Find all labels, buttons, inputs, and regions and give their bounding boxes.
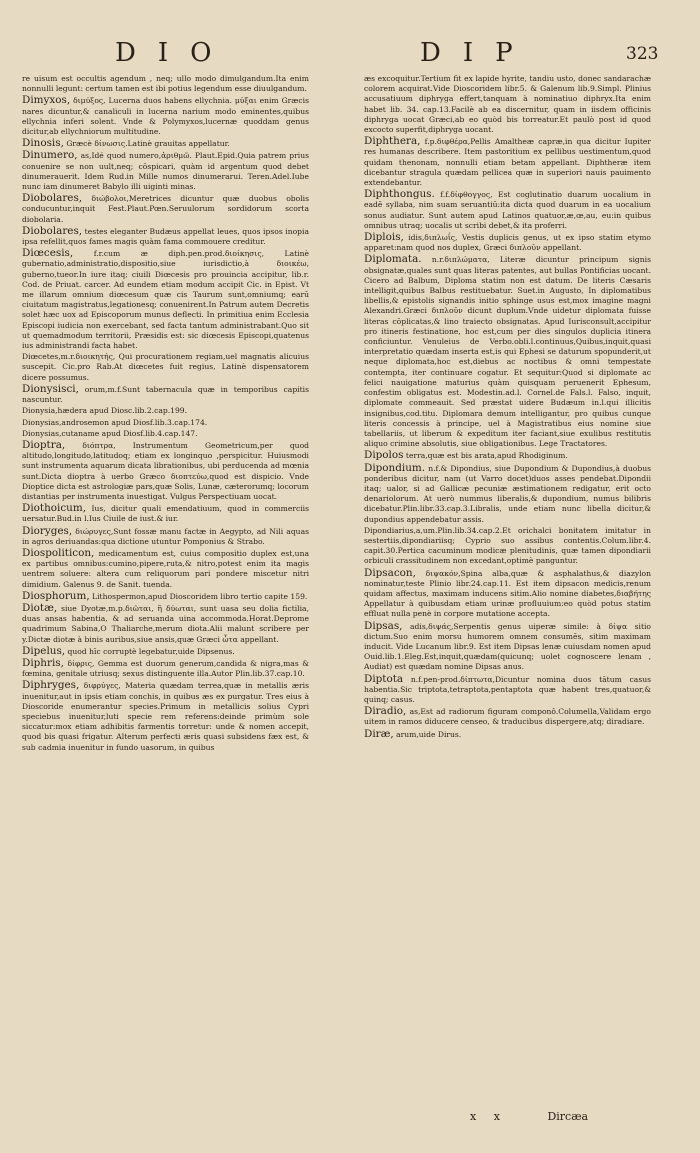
dictionary-entry: [22, 384, 309, 405]
entry-headword: Diphris,: [22, 656, 64, 669]
dictionary-entry: [364, 232, 651, 253]
dictionary-entry: [22, 150, 309, 192]
entry-text: διόπτρα, Instrumentum Geometricum,per quod altitudo,longitudo,latitudoq; etiam ex longinquo ,perspicitur. Huiusmodi sunt instrumenta aquarum dicata librationibus, ubi perducenda ad mœnia sunt.Dicta dioptra à uerbo Græco διοπτεύω,quod est dispicio. Vnde Dioptice dicta est astrologiæ pars,quæ Solis, Lunæ, cæterorumq; locorum distantias per instrumenta inuestigat. Vulgus Perspectiuam uocat.: [22, 440, 310, 501]
entry-text: medicamentum est, cuius compositio duplex est,una ex partibus omnibus:cumino,pipere,ruta,& nitro,potest enim ita magis uentrem soluere: altera cum reliquorum pari pondere miscetur nitri dimidium. Galenus 9. de Sanit. tuenda.: [22, 548, 309, 589]
entry-text: adis,διψάς,Serpentis genus uiperæ simile: à δίψα sitio dictum.Suo enim morsu humorem omnem consumēs, sitim maximam inducit. Vide Lucanum libr.9. Est item Dipsas lenæ cuiusdam nomen apud Ouid.lib.1.Eleg.Est,inquit,quædam(quicunq; uolet cognoscere lenam , Audiat) est quædam nomine Dipsas anus.: [364, 621, 651, 672]
entry-text: arum,uide Dirus.: [396, 729, 462, 739]
entry-headword: Dipondium.: [364, 461, 426, 474]
entry-headword: Dipsas,: [364, 619, 403, 632]
dictionary-entry: [364, 674, 651, 706]
entry-text: orum,m.f.Sunt tabernacula quæ in temporibus capitis nascuntur.: [22, 384, 309, 405]
dictionary-entry: [22, 418, 309, 428]
dictionary-entry: [22, 406, 309, 416]
dictionary-entry: [22, 658, 309, 679]
dictionary-entry: [22, 429, 309, 439]
entry-headword: Diothoicum,: [22, 502, 87, 515]
page-number: 323: [626, 44, 659, 64]
entry-headword: Diphthera,: [364, 135, 421, 148]
entry-headword: Diobolares,: [22, 224, 83, 237]
entry-headword: Diosphorum,: [22, 589, 90, 602]
entry-text: n.f.& Dipondius, siue Dupondium & Dupondius,à duobus ponderibus dicitur, nam (ut Varro docet)duos asses pendebat.Dipondii itaq; ualor, si ad Gallicæ pecuniæ æstimationem redigatur, erit octo denariolorum. At uerò nummus liberalis,& dupondium, numus bilibris dicebatur.Plin.libr.33.cap.3.Libralis, unde etiam nunc libella dicitur,& dupondius appendebatur assis.: [364, 463, 652, 524]
dictionary-entry: [364, 568, 651, 620]
catchword: Dircæa: [547, 1110, 589, 1123]
page-footer: [470, 1110, 588, 1123]
entry-headword: Dipolos: [364, 449, 404, 462]
entry-text: æs excoquitur.Tertium fit ex lapide hyrite, tandiu usto, donec sandarachæ colorem acquirat.Vide Dioscoridem libr.5. & Galenum lib.9.Simpl. Plinius accusatiuum diphryga effert,tanquam à nominatiuo diphryx.Ita enim habet lib. 34. cap.13.Facilè ab ea discernitur, quam in iisdem officinis diphryga uocat Græci,ab eo quòd bis torreatur.Et paulò post id quod excocto superfit,diphryga uocant.: [364, 74, 651, 135]
dictionary-entry: [22, 138, 309, 149]
dictionary-entry: [364, 526, 651, 567]
entry-text: f.r.cum æ diph.pen.prod.διοίκησις, Latinè gubernatio,administratio,dispositio,siue iurisdictio,à διοικέω, guberno,tueor.In iure itaq; ciuili Diœcesis pro prouincia accipitur, lib.r. Cod. de Priuat. carcer. Ad eundem etiam modum accipit Cic. in Epist. Vt me illarum omnium diœcesum quæ cis Taurum sunt,omniumq; earū ciuitatum magistratus,legationesq; conuenirent.In Patrum autem Decretis solet hæc uox ad Episcoporum munus deflecti. In primitiua enim Ecclesia Episcopi iudicia non exercebant, sed facta tantum administrabant.Quo sit ut quemadmodum territorii, Præsidis est: sic diœcesis Episcopi,quatenus ius administrandi facta habet.: [22, 249, 309, 351]
left-column: [22, 74, 309, 754]
entry-text: as,Idé quod numero,ἀριθμῶ. Plaut.Epid.Quia patrem prius conuenire se non uult,neq; cōspicari, quàm id argentum quod debet dinumerauerit. Idem Rud.in Mille numos dinumerarui. Teren.Adel.Iube nunc iam dinumeret Babylo illi uiginti minas.: [22, 151, 309, 192]
entry-text: siue Dyotæ,m.p.διῶται, ἢ δύωται, sunt uasa seu dolia fictilia, duas ansas habentia, & ad seruanda uina accommoda.Horat.Deprome quadrimum Sabina,O Thaliarche,merum diota.Alii malunt scribere per y.Dictæ diotæ à binis auribus,siue ansis,quæ Græci ὦτα appellant.: [22, 603, 309, 644]
entry-headword: Diptota: [364, 672, 404, 685]
entry-headword: Diœcesis,: [22, 247, 74, 260]
entry-text: Dionysias,cutaname apud Diosf.lib.4.cap.147.: [22, 428, 198, 438]
dictionary-entry: [22, 248, 309, 351]
entry-text: n.r.διπλώματα, Literæ dicuntur principum signis obsignatæ,quales sunt quas literas patentes, aut bullas Pontificias uocant. Cicero ad Balbum, Diploma statim non est datum. De literis Cæsaris intelligit,quibus Balbus restituebatur. Suet.in Augusto, In diplomatibus libellis,& epistolis signandis initio sphinge usus est,mox imagine magni Alexandri.Græci διπλοῦν dicunt duplum.Vnde uidetur diplomata fuisse literas cōplicatas,& lino traiecto obsignatas. Apud Iurisconsult,accipitur pro itineris festinatione, hoc est,cum per dies singulos duplicia itinera conficiuntur. Venuleius de Verbo.obli.l.continuus,Quibus,inquit,quasi interpretatio quædam inserta est,is qui Ephesi se daturum spopunderit,ut neque diplomata,hoc est,diebus ac noctibus & omni tempestate contempta, iter continuare cogatur. Et sequitur:Quod si diplomate ac felici nauigatione maturius quàm quisquam peruenerit Ephesum, confestim obligatus est. Modestin.ad.l. Cornel.de Fals.l. Falso, inquit, diplomate commeauit. Sed præstat uidere Budæum in.l.qui illicitis insignibus,cod.titu. Diplomara demum intelligantur, pro quibus cunque literis concessis à principe, uel à Magistratibus eius nomine siue tabellariis, ut liberum & expeditum iter faciant,siue exulibus restitutis aliquo crimine absolutis, siue obligationibus. Lege Tractatores.: [364, 255, 651, 449]
dictionary-entry: [364, 189, 651, 231]
entry-text: Dionysia,hædera apud Diosc.lib.2.cap.199.: [22, 406, 188, 416]
dictionary-entry: [22, 226, 309, 247]
dictionary-entry: [364, 729, 651, 740]
entry-text: n.f.pen-prod.δίπτωτα,Dicuntur nomina duos tātum casus habentia.Sic triptota,tetraptota,pentaptota quæ habent tres,quatuor,& quinq; casus.: [364, 674, 652, 704]
entry-headword: Diospoliticon,: [22, 546, 95, 559]
dictionary-entry: [22, 352, 309, 383]
entry-headword: Dimyxos,: [22, 94, 71, 107]
entry-text: quod hīc corruptè legebatur,uide Dipsenus.: [67, 646, 235, 656]
dictionary-entry: [364, 463, 651, 525]
signature-mark-2: x: [493, 1110, 500, 1123]
entry-text: Dionysias,androsemon apud Diosf.lib.3.cap.174.: [22, 417, 208, 427]
dictionary-entry: [22, 503, 309, 524]
entry-headword: Dioptra,: [22, 438, 66, 451]
entry-headword: Diphthongus.: [364, 188, 435, 201]
entry-headword: Dionysisci,: [22, 382, 79, 395]
entry-text: Ius, dicitur quali emendatiuum, quod in commerciis uersatur.Bud.in l.Ius Ciuile de iust.& iur.: [22, 504, 309, 524]
dictionary-entry: [22, 603, 309, 645]
entry-headword: Dinumero,: [22, 149, 78, 162]
entry-headword: Diotæ,: [22, 601, 58, 614]
dictionary-entry: [22, 193, 309, 225]
entry-headword: Dipsacon,: [364, 566, 416, 579]
entry-text: re uisum est occultis agendum , neq; ullo modo dimulgandum.Ita enim nonnulli legunt: certum tamen est ibi potius legendum esse diuulgandum.: [22, 74, 309, 94]
dictionary-entry: [364, 74, 651, 135]
header-left-guide-word: DIO: [115, 38, 234, 68]
dictionary-entry: [22, 646, 309, 657]
entry-headword: Diplois,: [364, 231, 404, 244]
entry-headword: Dinosis,: [22, 137, 64, 150]
entry-headword: Dipelus,: [22, 644, 66, 657]
dictionary-entry: [364, 450, 651, 461]
right-column: [364, 74, 651, 741]
dictionary-entry: [364, 706, 651, 727]
entry-headword: Diplomata.: [364, 253, 422, 266]
entry-text: δίφρις, Gemma est duorum generum,candida & nigra,mas & fœmina, genitale utriusq; sexus distinguente illa.Autor Plin.lib.37.cap.10.: [22, 658, 309, 679]
entry-text: f.p.διφθέρα,Pellis Amaltheæ capræ,in qua dicitur Iupiter res humanas describere. Item pastoritium ex pellibus uestimentum,quod quidam thenonam, nonnulli etiam betam appellant. Diphtheræ item dicebantur stragula quædam pellicea quæ in superiori nauis pauimento extendebantur.: [364, 137, 651, 188]
entry-text: as,Est ad radiorum figuram componô.Columella,Validam ergo uitem in ramos diducere censeo, & traducibus dispergere,atq; diradiare.: [364, 707, 651, 727]
dictionary-entry: [22, 74, 309, 94]
dictionary-entry: [364, 136, 651, 188]
entry-text: f.f.δίφθογγος, Est coglutinatio duarum uocalium in eadē syllaba, nim suam seruantiū:ita dicta quod duarum in ea uocalium sonus audiatur. Sunt autem apud Latinos quatuor,æ,œ,au, eu:in quibus omnibus utraq; uocalis ut scribi debet,& ita proferri.: [364, 190, 651, 230]
entry-headword: Diræ,: [364, 727, 394, 740]
dictionary-entry: [22, 548, 309, 590]
entry-text: idis,διπλωΐς, Vestis duplicis genus, ut ex ipso statim etymo apparet:nam quod nos duplex, Græci διπλοῦν appellant.: [364, 233, 651, 253]
entry-headword: Dioryges,: [22, 524, 73, 537]
entry-text: Dipondiarius,a,um.Plin.lib.34.cap.2.Et orichalci bonitatem imitatur in sestertiis,dipondiariisq; Cyprio suo assibus contentis.Colum.libr.4. capit.30.Pertica cacuminum modicæ plenitudinis, quæ tamen dipondiarii orbiculi crassitudinem non excedant,optimè panguntur.: [364, 525, 651, 566]
entry-text: Lithospermon,apud Dioscoridem libro tertio capite 159.: [92, 591, 308, 601]
entry-text: terra,quæ est bis arata,apud Rhodiginum.: [405, 451, 568, 461]
header-right-guide-word: DIP: [420, 38, 535, 68]
entry-text: διώβολοι,Meretrices dicuntur quæ duobus obolis conducuntur,inquit Fest.Plaut.Pœn.Seruulorum sordidorum scorta diobolaria.: [22, 194, 309, 224]
dictionary-entry: [22, 680, 309, 752]
entry-headword: Diradio,: [364, 705, 407, 718]
dictionary-entry: [22, 591, 309, 602]
running-header: [0, 38, 700, 78]
entry-text: διώρυγες,Sunt fossæ manu factæ in Aegypto, ad Nili aquas in agros deriuandas:qua dictione utuntur Pomponius & Strabo.: [22, 526, 309, 546]
dictionary-entry: [22, 440, 309, 502]
entry-headword: Diphryges,: [22, 679, 80, 692]
entry-text: testes eleganter Budæus appellat leues, quos ipsos inopia ipsa refellit,quos fames magis quàm fama commouere creditur.: [22, 226, 309, 247]
entry-text: διψακόν,Spina alba,quæ & asphalathus,& diazylon nominatur,teste Plinio libr.24.cap.11. Est item dipsacon medicis,renum quidam affectus, maximam inducens sitim.Alio nomine diabetes,διαβήτης Appellatur à quibusdam etiam urinæ profluuium:eo quòd potus statim effluat nulla penè in corpore mutatione accepta.: [364, 568, 652, 619]
entry-text: διφρύγες, Materia quædam terrea,quæ in metallis æris inuenitur,aut in ipsis etiam conchis, in quibus æs ex purgatur. Tres eius à Dioscoride enumerantur species.Primum in metallicis solius Cypri speciebus inuenitur,luti specie rem referens:deinde primùm sole siccatur:mox etiam adhibitis farmentis torretur: unde & nomen accepit, quod bis quasi frigatur. Alterum perfecti æris quasi subsidens fæx est, & sub cadmia inuenitur in fundo uasorum, in quibus: [22, 681, 309, 752]
dictionary-entry: [22, 95, 309, 137]
signature-mark: x: [470, 1110, 477, 1123]
entry-text: διμύξος, Lucerna duos habens ellychnia. μύξαι enim Græcis nares dicuntur,& canaliculi in lucerna narium modo eminentes,quibus ellychnia inferi solent. Vnde & Polymyxos,lucernæ quoddam genus dicitur,ab ellychniorum multitudine.: [22, 96, 309, 137]
dictionary-entry: [22, 526, 309, 547]
dictionary-entry: [364, 621, 651, 673]
entry-headword: Diobolares,: [22, 192, 83, 205]
entry-text: Diœcetes,m.r.διοικητής, Qui procurationem regiam,uel magnatis alicuius suscepit. Cic.pro Rab.At diœcetes fuit regius, Latinè dispensatorem dicere possumus.: [22, 352, 309, 382]
dictionary-entry: [364, 254, 651, 449]
entry-text: Græcè δίνωσις.Latinè grauitas appellatur.: [66, 139, 230, 149]
